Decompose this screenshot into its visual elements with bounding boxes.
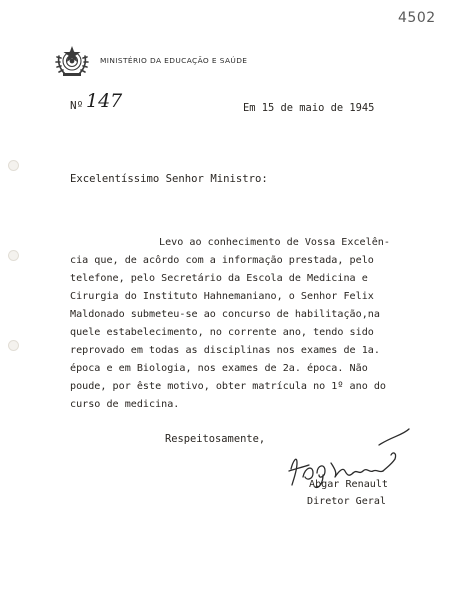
salutation: Excelentíssimo Senhor Ministro: <box>70 173 268 185</box>
body-line: curso de medicina. <box>70 399 180 410</box>
handwritten-signature <box>283 425 413 505</box>
body-line: cia que, de acôrdo com a informação prestada, pelo <box>70 255 374 266</box>
binder-hole <box>8 340 19 351</box>
binder-hole <box>8 160 19 171</box>
body-line: Maldonado submeteu-se ao concurso de habilitação,na <box>70 309 380 320</box>
body-line: Cirurgia do Instituto Hahnemaniano, o Senhor Felix <box>70 291 374 302</box>
signer-title: Diretor Geral <box>307 496 387 507</box>
body-line: quele estabelecimento, no corrente ano, tendo sido <box>70 327 374 338</box>
closing: Respeitosamente, <box>165 433 266 445</box>
letter-number-prefix: Nº <box>70 99 84 112</box>
coat-of-arms-icon <box>54 44 90 80</box>
signer-name: Abgar Renault <box>309 479 389 490</box>
body-line: reprovado em todas as disciplinas nos exames de 1a. <box>70 345 380 356</box>
body-line: telefone, pelo Secretário da Escola de Medicina e <box>70 273 368 284</box>
body-line: época e em Biologia, nos exames de 2a. época. Não <box>70 363 368 374</box>
archive-number: 4502 <box>398 10 436 26</box>
binder-hole <box>8 250 19 261</box>
letter-number: 147 <box>86 90 123 112</box>
body-line: poude, por êste motivo, obter matrícula no 1º ano do <box>70 381 387 392</box>
body-line: Levo ao conhecimento de Vossa Excelên- <box>159 237 390 248</box>
letter-date: Em 15 de maio de 1945 <box>243 102 375 114</box>
letterhead: MINISTÉRIO DA EDUCAÇÃO E SAÚDE <box>100 56 248 65</box>
